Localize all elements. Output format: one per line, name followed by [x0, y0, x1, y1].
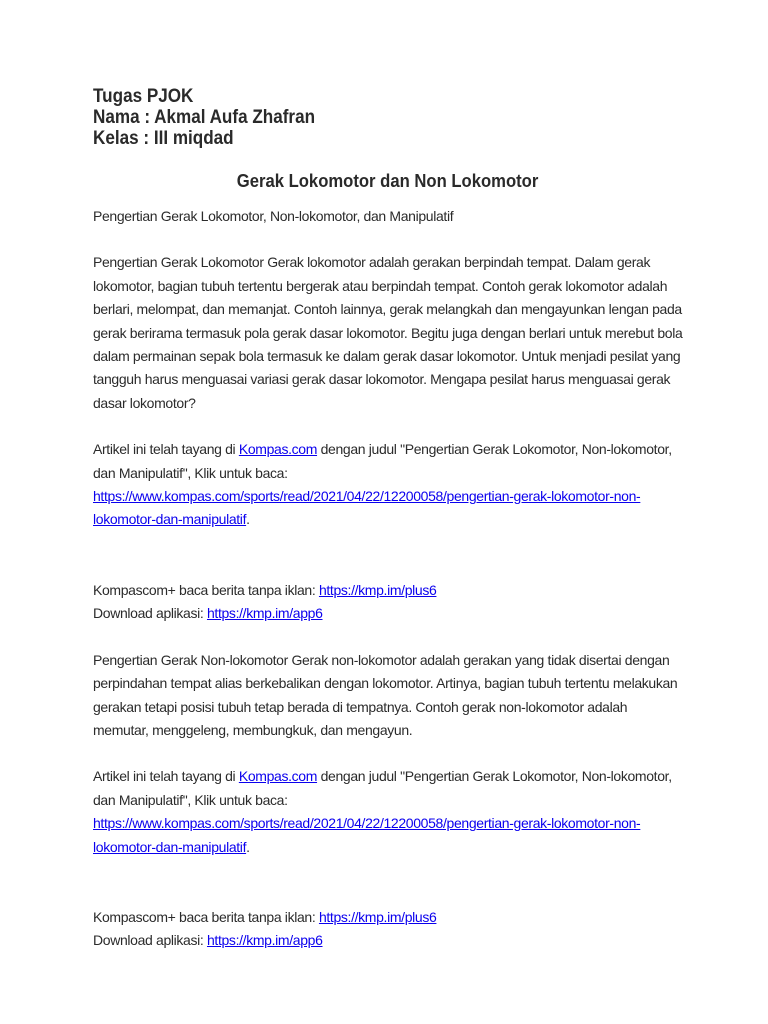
promo-plus-text: Kompascom+ baca berita tanpa iklan: — [93, 581, 319, 598]
kompas-app-link[interactable]: https://kmp.im/app6 — [206, 605, 323, 622]
paragraph-lokomotor: Pengertian Gerak Lokomotor Gerak lokomotor adalah gerakan berpindah tempat. Dalam gerak lokomotor, bagian tubuh tertentu bergerak atau berpindah tempat. Contoh gerak lokomotor adalah berlari, melompat, dan memanjat. Contoh lainnya, gerak melangkah dan mengayunkan lengan pada gerak berirama termasuk pola gerak dasar lokomotor. Begitu juga dengan berlari untuk merebut bola dalam permainan sepak bola termasuk ke dalam gerak dasar lokomotor. Untuk menjadi pesilat yang tangguh harus menguasai variasi gerak dasar lokomotor. Mengapa pesilat harus menguasai gerak dasar lokomotor? — [93, 254, 683, 411]
promo-app-text: Download aplikasi: — [93, 605, 207, 622]
assignment-label: Tugas PJOK — [93, 86, 194, 107]
kompas-plus-link[interactable]: https://kmp.im/plus6 — [318, 581, 437, 598]
article-note-middle: dengan judul "Pengertian Gerak Lokomotor, Non-lokomotor, dan Manipulatif", Klik untuk baca: — [93, 441, 672, 481]
article-note-suffix: . — [246, 511, 250, 528]
promo-app-line — [93, 929, 683, 952]
student-class: Kelas : III miqdad — [93, 128, 234, 149]
promo-plus-line — [93, 579, 683, 602]
article-note-prefix: Artikel ini telah tayang di — [93, 441, 239, 458]
kompas-app-link[interactable]: https://kmp.im/app6 — [206, 932, 323, 949]
promo-plus-text: Kompascom+ baca berita tanpa iklan: — [93, 908, 319, 925]
article-note-suffix: . — [246, 838, 250, 855]
section-subtitle: Pengertian Gerak Lokomotor, Non-lokomotor, dan Manipulatif — [93, 208, 454, 224]
article-url-link[interactable]: https://www.kompas.com/sports/read/2021/04/22/12200058/pengertian-gerak-lokomotor-non-lokomotor-dan-manipulatif — [93, 815, 641, 855]
article-note-prefix: Artikel ini telah tayang di — [93, 768, 239, 785]
kompas-site-link[interactable]: Kompas.com — [238, 441, 318, 458]
promo-block-2 — [93, 906, 683, 953]
kompas-site-link[interactable]: Kompas.com — [238, 768, 318, 785]
document-page — [93, 86, 683, 953]
promo-plus-line — [93, 906, 683, 929]
article-url-link[interactable]: https://www.kompas.com/sports/read/2021/04/22/12200058/pengertian-gerak-lokomotor-non-lokomotor-dan-manipulatif — [93, 488, 641, 528]
promo-app-line — [93, 602, 683, 625]
document-title — [93, 169, 683, 193]
article-note-2 — [93, 765, 683, 859]
article-note-1 — [93, 438, 683, 532]
kompas-plus-link[interactable]: https://kmp.im/plus6 — [318, 908, 437, 925]
paragraph-non-lokomotor: Pengertian Gerak Non-lokomotor Gerak non-lokomotor adalah gerakan yang tidak disertai dengan perpindahan tempat alias berkebalikan dengan lokomotor. Artinya, bagian tubuh tertentu melakukan gerakan tetapi posisi tubuh tetap berada di tempatnya. Contoh gerak non-lokomotor adalah memutar, menggeleng, membungkuk, dan mengayun. — [93, 651, 678, 738]
document-header — [93, 86, 683, 149]
promo-app-text: Download aplikasi: — [93, 932, 207, 949]
student-name: Nama : Akmal Aufa Zhafran — [93, 107, 316, 128]
article-note-middle: dengan judul "Pengertian Gerak Lokomotor, Non-lokomotor, dan Manipulatif", Klik untuk baca: — [93, 768, 672, 808]
document-title-text: Gerak Lokomotor dan Non Lokomotor — [237, 170, 539, 191]
promo-block-1 — [93, 579, 683, 626]
